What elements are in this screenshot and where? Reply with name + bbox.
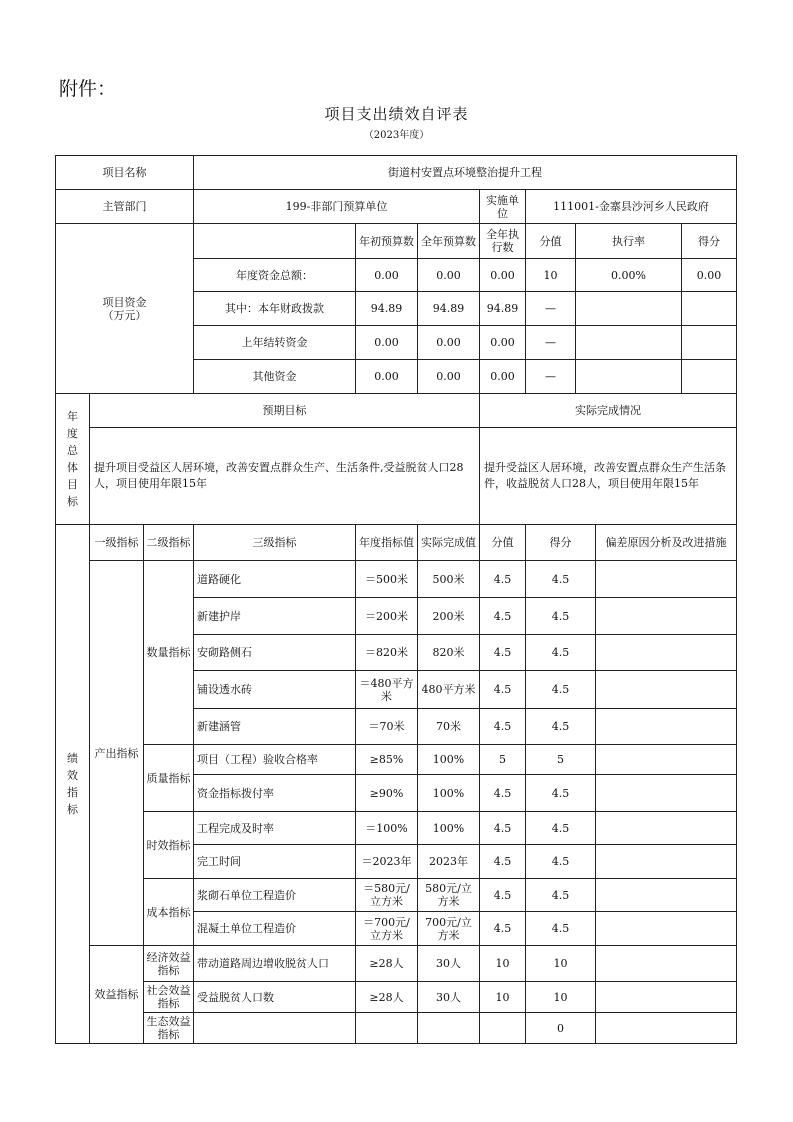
indicator-remark (596, 775, 737, 812)
indicator-row (56, 982, 737, 1013)
indicator-score-value: 4.5 (480, 598, 526, 635)
expected-goal-label: 预期目标 (90, 394, 480, 428)
indicator-score-value: 10 (480, 982, 526, 1013)
row-funds-header (56, 224, 737, 259)
quality-indicator-label: 质量指标 (144, 745, 194, 812)
ind-header-6: 分值 (480, 525, 526, 561)
indicator-score-value: 4.5 (480, 671, 526, 709)
indicator-score-value: 4.5 (480, 912, 526, 946)
indicator-score-value: 4.5 (480, 635, 526, 671)
indicator-row (56, 745, 737, 775)
indicator-actual: 100% (418, 812, 480, 845)
funds-cell: — (526, 326, 576, 360)
indicators-label: 绩 效 指 标 (56, 525, 90, 1044)
time-indicator-label: 时效指标 (144, 812, 194, 879)
funds-cell (576, 326, 682, 360)
ind-header-2: 二级指标 (144, 525, 194, 561)
funds-cell: 0.00 (356, 360, 418, 394)
indicator-actual: 100% (418, 775, 480, 812)
actual-goal-text: 提升受益区人居环境，改善安置点群众生产生活条件，收益脱贫人口28人，项目使用年限15年 (480, 428, 737, 525)
indicator-score-value: 4.5 (480, 879, 526, 912)
indicator-actual: 480平方米 (418, 671, 480, 709)
funds-cell: — (526, 292, 576, 326)
indicator-score: 10 (526, 982, 596, 1013)
funds-cell: 0.00 (418, 360, 480, 394)
funds-header-6: 得分 (682, 224, 737, 259)
indicator-name: 资金指标拨付率 (194, 775, 356, 812)
row-goals-header (56, 394, 737, 428)
indicator-name: 完工时间 (194, 845, 356, 879)
funds-header-5: 执行率 (576, 224, 682, 259)
funds-cell (682, 360, 737, 394)
indicator-actual: 580元/立方米 (418, 879, 480, 912)
row-project-name (56, 156, 737, 190)
indicator-remark (596, 671, 737, 709)
indicator-score: 4.5 (526, 598, 596, 635)
funds-cell: 0.00 (480, 360, 526, 394)
indicator-name: 道路硬化 (194, 561, 356, 598)
indicator-score-value (480, 1013, 526, 1044)
indicator-row (56, 812, 737, 845)
indicator-score-value: 4.5 (480, 845, 526, 879)
indicator-name: 浆砌石单位工程造价 (194, 879, 356, 912)
indicator-remark (596, 879, 737, 912)
economic-indicator-label: 经济效益指标 (144, 946, 194, 982)
indicator-score: 0 (526, 1013, 596, 1044)
indicator-score: 4.5 (526, 709, 596, 745)
indicator-score-value: 4.5 (480, 812, 526, 845)
indicator-target: ＝700元/立方米 (356, 912, 418, 946)
indicator-score-value: 4.5 (480, 709, 526, 745)
indicator-actual: 700元/立方米 (418, 912, 480, 946)
indicator-score: 4.5 (526, 845, 596, 879)
indicator-actual: 200米 (418, 598, 480, 635)
output-indicator-label: 产出指标 (90, 561, 144, 946)
funds-cell: — (526, 360, 576, 394)
indicator-remark (596, 745, 737, 775)
indicator-remark (596, 635, 737, 671)
funds-cell: 0.00 (480, 259, 526, 292)
indicator-target: ＝500米 (356, 561, 418, 598)
funds-blank-header (194, 224, 356, 259)
indicator-actual: 820米 (418, 635, 480, 671)
benefit-indicator-label: 效益指标 (90, 946, 144, 1044)
indicator-remark (596, 812, 737, 845)
indicator-remark (596, 946, 737, 982)
indicator-actual: 70米 (418, 709, 480, 745)
indicator-score-value: 4.5 (480, 775, 526, 812)
ind-header-3: 三级指标 (194, 525, 356, 561)
year-subtitle: （2023年度） (363, 130, 430, 141)
indicator-actual: 30人 (418, 982, 480, 1013)
indicator-score: 10 (526, 946, 596, 982)
impl-value: 111001-金寨县沙河乡人民政府 (526, 190, 737, 224)
indicator-target: ＝2023年 (356, 845, 418, 879)
funds-header-2: 全年预算数 (418, 224, 480, 259)
indicator-actual (418, 1013, 480, 1044)
actual-goal-label: 实际完成情况 (480, 394, 737, 428)
eco-indicator-label: 生态效益指标 (144, 1013, 194, 1044)
funds-row-label: 其中：本年财政拨款 (194, 292, 356, 326)
indicator-remark (596, 709, 737, 745)
funds-header-1: 年初预算数 (356, 224, 418, 259)
indicator-name: 新建涵管 (194, 709, 356, 745)
indicator-target: ≥28人 (356, 982, 418, 1013)
funds-cell: 0.00 (418, 259, 480, 292)
indicator-row (56, 946, 737, 982)
dept-label: 主管部门 (56, 190, 194, 224)
indicator-name: 受益脱贫人口数 (194, 982, 356, 1013)
row-indicators-header (56, 525, 737, 561)
cost-indicator-label: 成本指标 (144, 879, 194, 946)
indicator-target: ＝70米 (356, 709, 418, 745)
indicator-row (56, 561, 737, 598)
indicator-score: 4.5 (526, 812, 596, 845)
indicator-target: ＝100% (356, 812, 418, 845)
funds-cell: 0.00 (356, 326, 418, 360)
performance-table (55, 155, 737, 1044)
ind-header-5: 实际完成值 (418, 525, 480, 561)
funds-row-label: 其他资金 (194, 360, 356, 394)
indicator-actual: 100% (418, 745, 480, 775)
indicator-remark (596, 845, 737, 879)
indicator-target: ≥28人 (356, 946, 418, 982)
indicator-score-value: 4.5 (480, 561, 526, 598)
ind-header-1: 一级指标 (90, 525, 144, 561)
indicator-score: 4.5 (526, 671, 596, 709)
funds-cell: 0.00% (576, 259, 682, 292)
indicator-target (356, 1013, 418, 1044)
funds-label: 项目资金 （万元） (56, 224, 194, 394)
funds-cell: 0.00 (682, 259, 737, 292)
indicator-remark (596, 982, 737, 1013)
row-goals-content (56, 428, 737, 525)
indicator-target: ＝480平方米 (356, 671, 418, 709)
funds-row-label: 上年结转资金 (194, 326, 356, 360)
funds-cell: 0.00 (480, 326, 526, 360)
indicator-target: ≥90% (356, 775, 418, 812)
indicator-name: 工程完成及时率 (194, 812, 356, 845)
indicator-target: ＝200米 (356, 598, 418, 635)
attachment-label: 附件： (59, 78, 117, 100)
indicator-actual: 30人 (418, 946, 480, 982)
funds-cell (682, 326, 737, 360)
ind-header-4: 年度指标值 (356, 525, 418, 561)
indicator-row (56, 879, 737, 912)
indicator-target: ≥85% (356, 745, 418, 775)
social-indicator-label: 社会效益指标 (144, 982, 194, 1013)
funds-cell: 0.00 (356, 259, 418, 292)
indicator-name: 混凝土单位工程造价 (194, 912, 356, 946)
indicator-score: 4.5 (526, 775, 596, 812)
indicator-remark (596, 912, 737, 946)
page-title: 项目支出绩效自评表 (324, 105, 469, 123)
ind-header-7: 得分 (526, 525, 596, 561)
funds-cell: 10 (526, 259, 576, 292)
indicator-row (56, 1013, 737, 1044)
row-department (56, 190, 737, 224)
indicator-actual: 2023年 (418, 845, 480, 879)
indicator-score: 4.5 (526, 879, 596, 912)
indicator-target: ＝580元/立方米 (356, 879, 418, 912)
funds-row-label: 年度资金总额： (194, 259, 356, 292)
indicator-name: 带动道路周边增收脱贫人口 (194, 946, 356, 982)
funds-cell (682, 292, 737, 326)
expected-goal-text: 提升项目受益区人居环境，改善安置点群众生产、生活条件,受益脱贫人口28人，项目使用年限15年 (90, 428, 480, 525)
indicator-remark (596, 1013, 737, 1044)
indicator-score-value: 5 (480, 745, 526, 775)
goals-label: 年 度 总 体 目 标 (56, 394, 90, 525)
indicator-score: 4.5 (526, 561, 596, 598)
indicator-name: 铺设透水砖 (194, 671, 356, 709)
indicator-name: 安砌路侧石 (194, 635, 356, 671)
funds-cell: 94.89 (356, 292, 418, 326)
indicator-score-value: 10 (480, 946, 526, 982)
indicator-score: 4.5 (526, 912, 596, 946)
project-name-value: 街道村安置点环境整治提升工程 (194, 156, 737, 190)
indicator-name: 项目（工程）验收合格率 (194, 745, 356, 775)
indicator-score: 4.5 (526, 635, 596, 671)
project-name-label: 项目名称 (56, 156, 194, 190)
funds-cell: 94.89 (480, 292, 526, 326)
funds-cell (576, 292, 682, 326)
funds-cell (576, 360, 682, 394)
indicator-actual: 500米 (418, 561, 480, 598)
indicator-name: 新建护岸 (194, 598, 356, 635)
indicator-target: ＝820米 (356, 635, 418, 671)
indicator-score: 5 (526, 745, 596, 775)
dept-value: 199-非部门预算单位 (194, 190, 480, 224)
quantity-indicator-label: 数量指标 (144, 561, 194, 745)
funds-cell: 0.00 (418, 326, 480, 360)
indicator-remark (596, 561, 737, 598)
funds-cell: 94.89 (418, 292, 480, 326)
funds-header-3: 全年执行数 (480, 224, 526, 259)
indicator-remark (596, 598, 737, 635)
indicator-name (194, 1013, 356, 1044)
funds-header-4: 分值 (526, 224, 576, 259)
impl-label: 实施单位 (480, 190, 526, 224)
ind-header-8: 偏差原因分析及改进措施 (596, 525, 737, 561)
